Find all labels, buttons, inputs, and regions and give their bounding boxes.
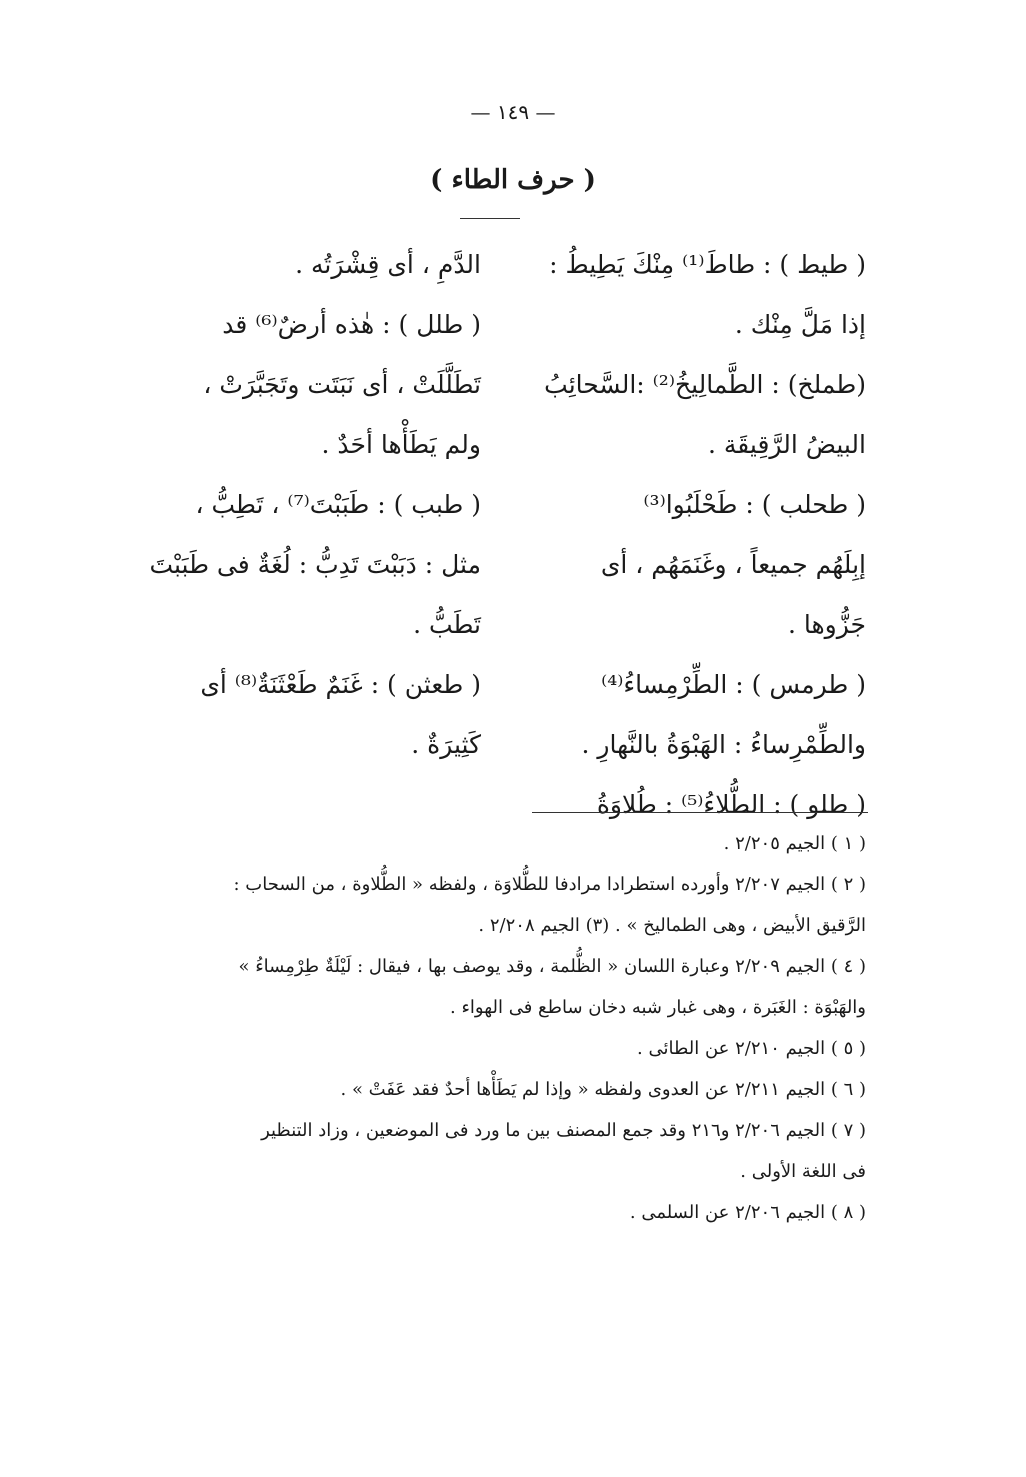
footnote-continuation: الرَّقيق الأبيض ، وهى الطماليخ » . (٣) الجيم ٢/٢٠٨ . bbox=[478, 915, 866, 936]
entry-tarmas bbox=[516, 668, 866, 762]
entry-taathan bbox=[96, 668, 481, 762]
entry-line: تَطَبُّ . bbox=[413, 610, 481, 639]
entry-talw-continued bbox=[96, 248, 481, 282]
footnote-7 bbox=[158, 1119, 866, 1184]
footnote-4 bbox=[158, 955, 866, 1020]
footnote-text: ( ٤ ) الجيم ٢/٢٠٩ وعبارة اللسان « الظُّلمة ، وقد يوصف بها ، فيقال : لَيْلَةٌ طِرْمِساءُ » bbox=[238, 956, 866, 977]
footnote-8 bbox=[158, 1201, 866, 1225]
entry-line: ( طلو ) : الطُّلاءُ⁽⁵⁾ : طُلاوَةُ bbox=[596, 790, 866, 819]
footnote-6 bbox=[158, 1078, 866, 1102]
entry-line: والطِّمْرِساءُ : الهَبْوَةُ بالنَّهارِ . bbox=[581, 730, 866, 759]
right-column bbox=[516, 248, 866, 848]
footnote-continuation: والهَبْوَة : الغَبَرة ، وهى غبار شبه دخان ساطع فى الهواء . bbox=[450, 997, 866, 1018]
footnote-2 bbox=[158, 873, 866, 938]
entry-line: ( طلل ) : هٰذه أرضٌ⁽⁶⁾ قد bbox=[222, 310, 481, 339]
entry-line: (طملخ) : الطَّمالِيخُ⁽²⁾ :السَّحائِبُ bbox=[544, 370, 866, 399]
page-number: — ١٤٩ — bbox=[470, 100, 556, 124]
footnotes bbox=[158, 832, 866, 1242]
entry-tayt bbox=[516, 248, 866, 342]
footnote-divider bbox=[532, 812, 868, 813]
footnote-text: ( ٦ ) الجيم ٢/٢١١ عن العدوى ولفظه « وإذا لم يَطَأْها أحدٌ فقد عَفَتْ » . bbox=[340, 1079, 866, 1100]
entry-talal bbox=[96, 308, 481, 462]
entry-line: تَطَلَّلَتْ ، أى نَبَتَت وتَجَبَّرَتْ ، bbox=[203, 370, 481, 399]
footnote-text: ( ٧ ) الجيم ٢/٢٠٦ و٢١٦ وقد جمع المصنف بين ما ورد فى الموضعين ، وزاد التنظير bbox=[261, 1120, 866, 1141]
entry-line: ( طبب ) : طَبَبْتَ⁽⁷⁾ ، تَطِبُّ ، bbox=[195, 490, 481, 519]
entry-line: إبِلَهُم جميعاً ، وغَنَمَهُم ، أى bbox=[600, 550, 866, 579]
footnote-text: ( ٨ ) الجيم ٢/٢٠٦ عن السلمى . bbox=[629, 1202, 866, 1223]
entry-line: ( طيط ) : طاطَ⁽¹⁾ مِنْكَ يَطِيطُ : bbox=[549, 250, 866, 279]
title-divider bbox=[460, 218, 520, 219]
entry-line: ولم يَطَأْها أحَدٌ . bbox=[321, 430, 481, 459]
entry-tamlakh bbox=[516, 368, 866, 462]
entry-talw bbox=[516, 788, 866, 822]
entry-line: ( طحلب ) : طَحْلَبُوا⁽³⁾ bbox=[643, 490, 866, 519]
entry-line: ( طعثن ) : غَنَمٌ طَعْثَنَةٌ⁽⁸⁾ أى bbox=[200, 670, 481, 699]
entry-line: جَزُّوها . bbox=[787, 610, 866, 639]
chapter-title: ( حرف الطاء ) bbox=[430, 165, 596, 195]
entry-line: إذا مَلَّ مِنْك . bbox=[734, 310, 866, 339]
entry-tabab bbox=[96, 488, 481, 642]
entry-line: الدَّمِ ، أى قِشْرَتُه . bbox=[295, 250, 481, 279]
left-column bbox=[96, 248, 481, 788]
footnote-continuation: فى اللغة الأولى . bbox=[740, 1161, 866, 1182]
entry-line: البيضُ الرَّقِيقَة . bbox=[707, 430, 866, 459]
entry-tahlab bbox=[516, 488, 866, 642]
footnote-text: ( ٥ ) الجيم ٢/٢١٠ عن الطائى . bbox=[637, 1038, 866, 1059]
entry-line: مثل : دَبَبْتَ تَدِبُّ : لُغَةٌ فى طَبَبْتَ bbox=[149, 550, 481, 579]
entry-line: ( طرمس ) : الطِّرْمِساءُ⁽⁴⁾ bbox=[601, 670, 866, 699]
footnote-1 bbox=[158, 832, 866, 856]
entry-line: كَثِيرَةٌ . bbox=[411, 730, 481, 759]
footnote-5 bbox=[158, 1037, 866, 1061]
footnote-text: ( ١ ) الجيم ٢/٢٠٥ . bbox=[723, 833, 866, 854]
footnote-text: ( ٢ ) الجيم ٢/٢٠٧ وأورده استطرادا مرادفا للطُّلاوَة ، ولفظه « الطُّلاوة ، من السحاب : bbox=[233, 874, 866, 895]
